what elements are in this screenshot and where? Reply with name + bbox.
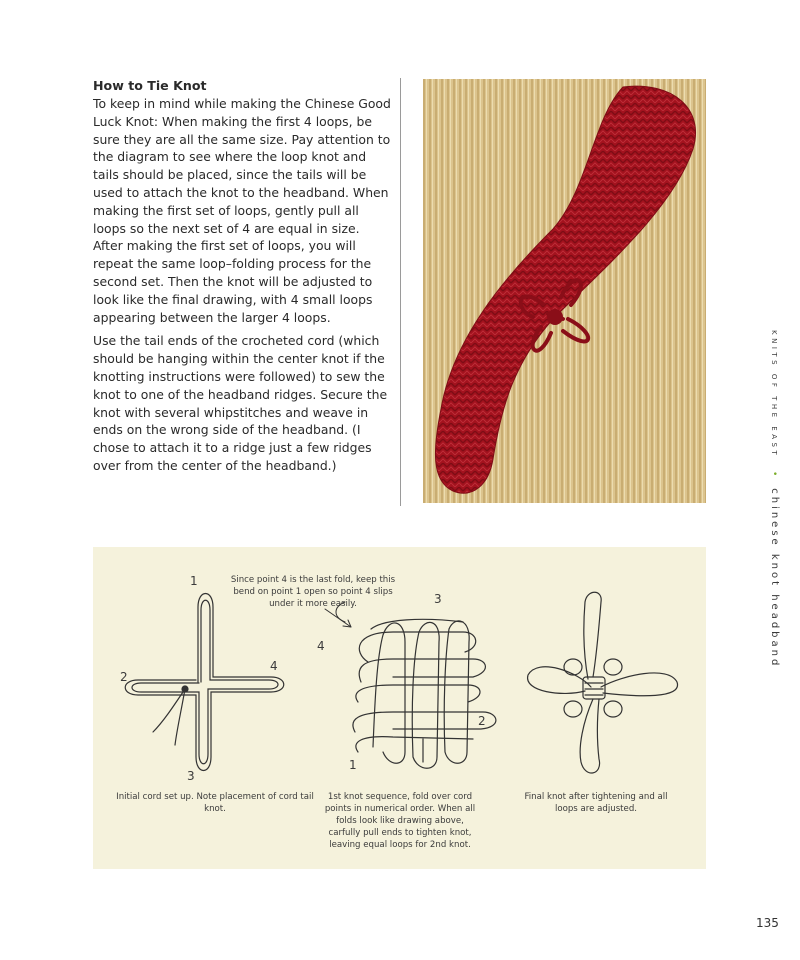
headband-photo-illustration xyxy=(423,79,706,503)
paragraph-knot-instructions: To keep in mind while making the Chinese Good Luck Knot: When making the first 4 loops, be sure they are all the same size. Pay attention to the diagram to see where the loop knot and tails should be placed, since the tails will be used to attach the knot to the headband. When making the first set of loops, gently pull all loops so the next set of 4 are equal in size. After making the first set of loops, you will repeat the same loop–folding process for the second set. Then the knot will be adjusted to look like the final drawing, with 4 small loops appearing between the larger 4 loops. xyxy=(93,96,391,325)
section-heading: How to Tie Knot xyxy=(93,78,207,93)
step2-knot-drawing xyxy=(353,619,496,768)
step1-label-1: 1 xyxy=(190,574,198,588)
step1-label-2: 2 xyxy=(120,670,128,684)
step2-label-1: 1 xyxy=(349,758,357,772)
column-divider xyxy=(400,78,401,506)
separator-dot: • xyxy=(769,470,779,476)
paragraph-attach-instructions: Use the tail ends of the crocheted cord (which should be hanging within the center knot if the knotting instructions were followed) to sew the knot to one of the headband ridges. Secure the knot with several whipstitches and weave in ends on the wrong side of the headband. (I chose to attach it to a ridge just a few ridges over from the center of the headband.) xyxy=(93,333,388,473)
series-title: KNITS OF THE EAST xyxy=(770,330,778,459)
knot-diagram-panel xyxy=(93,547,706,869)
chapter-title: chinese knot headband xyxy=(769,488,780,669)
step3-final-knot-drawing xyxy=(528,592,678,773)
step1-label-3: 3 xyxy=(187,769,195,783)
caption-step3: Final knot after tightening and all loops are adjusted. xyxy=(524,792,668,814)
step2-label-3: 3 xyxy=(434,592,442,606)
step1-label-4: 4 xyxy=(270,659,278,673)
page-number: 135 xyxy=(756,916,779,930)
step1-cross-drawing xyxy=(125,594,284,771)
diagram-note: Since point 4 is the last fold, keep this bend on point 1 open so point 4 slips under it more easily. xyxy=(230,575,396,609)
body-text-column xyxy=(93,77,393,481)
caption-step1: Initial cord set up. Note placement of cord tail knot. xyxy=(116,792,314,814)
headband-photo xyxy=(423,79,706,503)
running-side-label xyxy=(768,330,780,668)
step2-label-2: 2 xyxy=(478,714,486,728)
step2-label-4: 4 xyxy=(317,639,325,653)
caption-step2: 1st knot sequence, fold over cord points in numerical order. When all folds look like drawing above, carfully pull ends to tighten knot, leaving equal loops for 2nd knot. xyxy=(324,792,476,850)
